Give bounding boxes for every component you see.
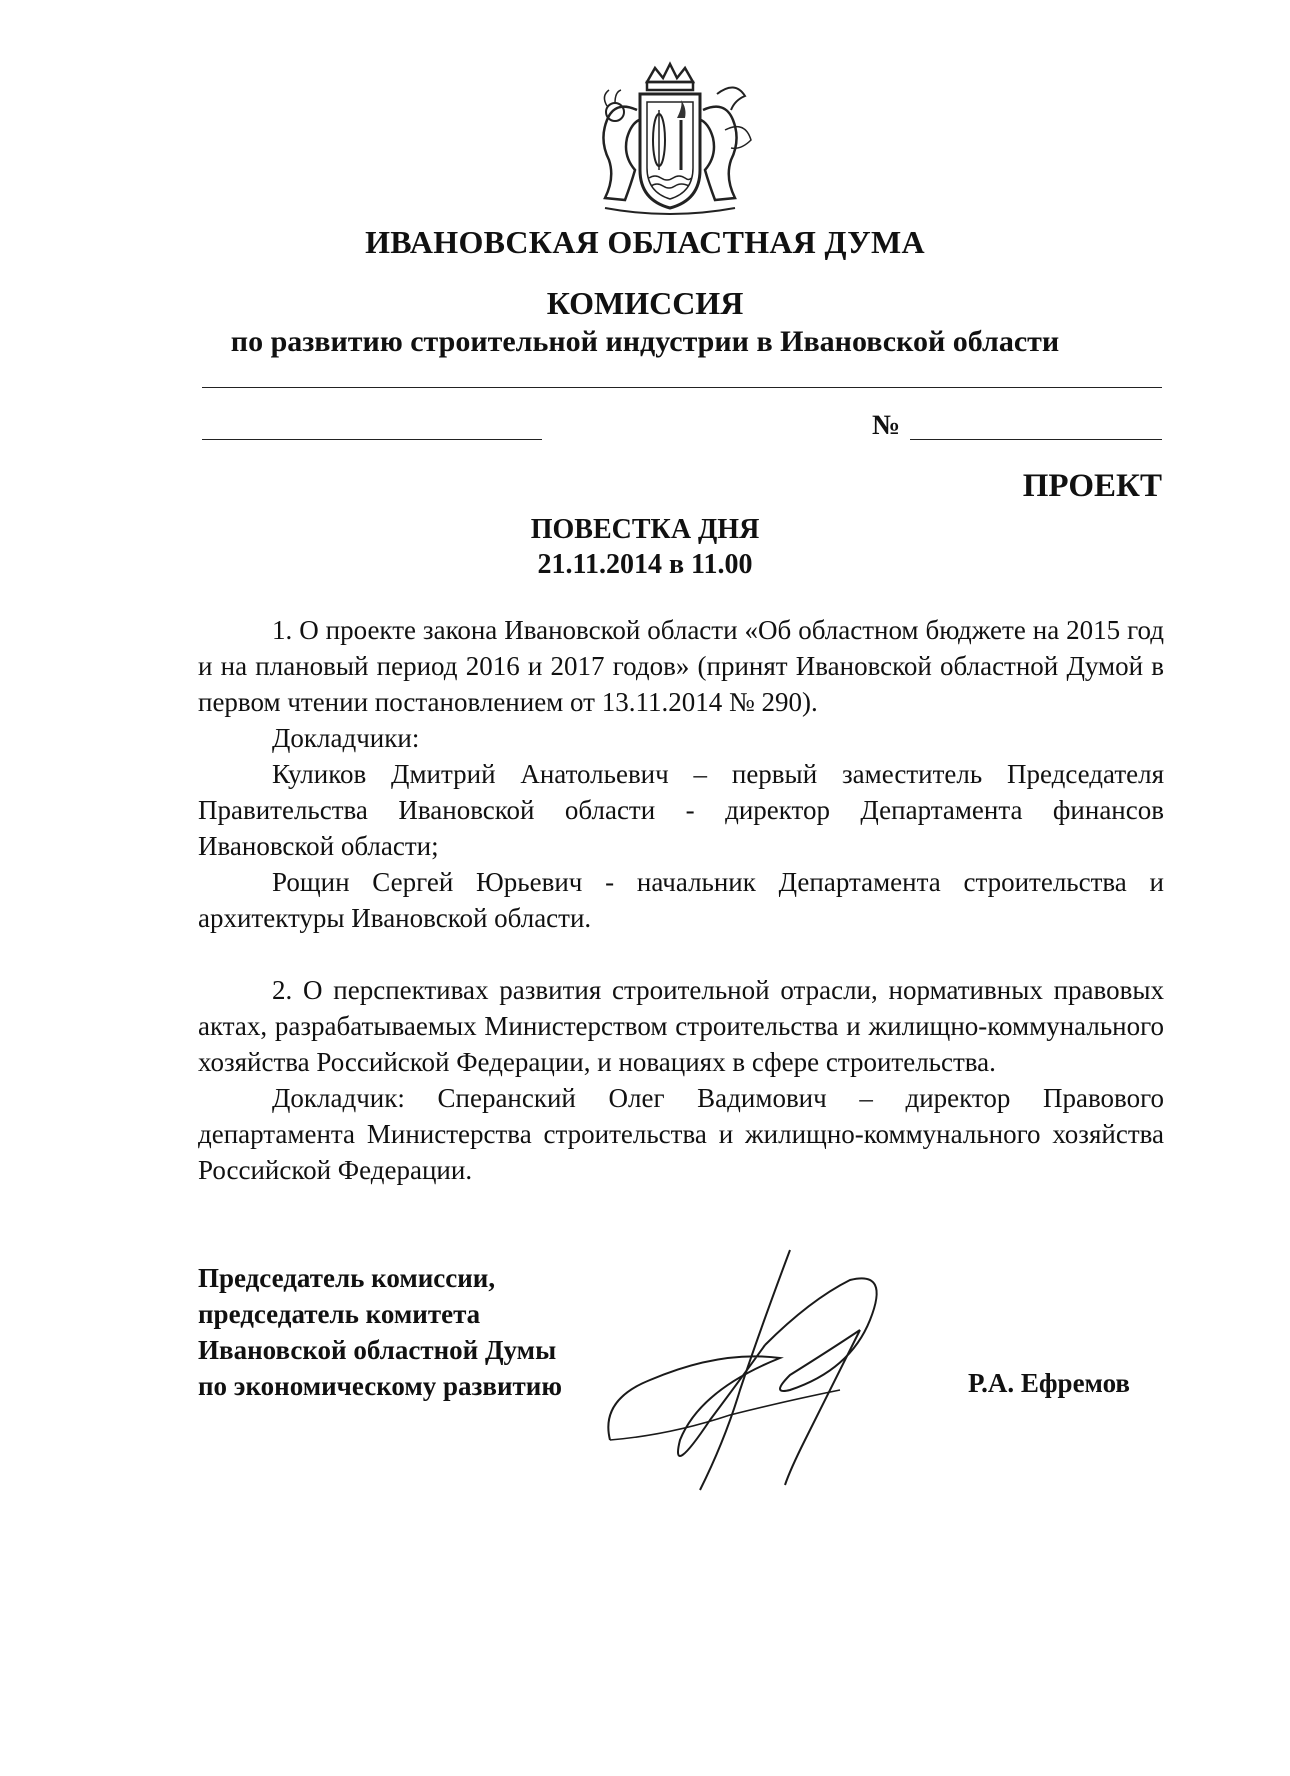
handwritten-signature xyxy=(590,1240,950,1500)
signatory-line-2: председатель комитета xyxy=(198,1299,481,1329)
agenda-item-2: 2. О перспективах развития строительной отрасли, нормативных правовых актах, разрабатываемых Министерством строительства и жилищно-коммунального хозяйства Российской Федерации, и новациях в сфере строительства. xyxy=(198,975,1164,1077)
signatory-name: Р.А. Ефремов xyxy=(968,1368,1130,1398)
signatory-line-1: Председатель комиссии, xyxy=(198,1263,496,1293)
signatory-line-4: по экономическому развитию xyxy=(198,1371,562,1401)
draft-label: ПРОЕКТ xyxy=(1022,468,1162,504)
organization-title: ИВАНОВСКАЯ ОБЛАСТНАЯ ДУМА xyxy=(365,224,925,260)
item-1-speaker-1: Куликов Дмитрий Анатольевич – первый заместитель Председателя Правительства Ивановской области - директор Департамента финансов Ивановской области; xyxy=(198,759,1164,861)
date-blank-line xyxy=(202,439,542,440)
number-label: № xyxy=(872,410,901,441)
item-1-speaker-2: Рощин Сергей Юрьевич - начальник Департамента строительства и архитектуры Ивановской области. xyxy=(198,867,1164,933)
agenda-title: ПОВЕСТКА ДНЯ xyxy=(530,514,760,545)
commission-title: КОМИССИЯ xyxy=(546,285,744,321)
signatory-line-3: Ивановской областной Думы xyxy=(198,1335,557,1365)
agenda-item-1: 1. О проекте закона Ивановской области «Об областном бюджете на 2015 год и на плановый период 2016 и 2017 годов» (принят Ивановской областной Думой в первом чтении постановлением от 13.11.2014 № 290). xyxy=(198,615,1164,717)
item-2-speaker: Докладчик: Сперанский Олег Вадимович – директор Правового департамента Министерства строительства и жилищно-коммунального хозяйства Российской Федерации. xyxy=(198,1083,1164,1185)
coat-of-arms-icon xyxy=(585,60,755,220)
commission-subtitle: по развитию строительной индустрии в Ивановской области xyxy=(230,325,1060,358)
header-divider xyxy=(202,387,1162,388)
item-1-speakers-label: Докладчики: xyxy=(272,723,420,753)
agenda-datetime: 21.11.2014 в 11.00 xyxy=(537,549,753,580)
agenda-body xyxy=(198,612,1164,1188)
signatory-title xyxy=(198,1260,562,1404)
number-blank-line xyxy=(910,439,1162,440)
